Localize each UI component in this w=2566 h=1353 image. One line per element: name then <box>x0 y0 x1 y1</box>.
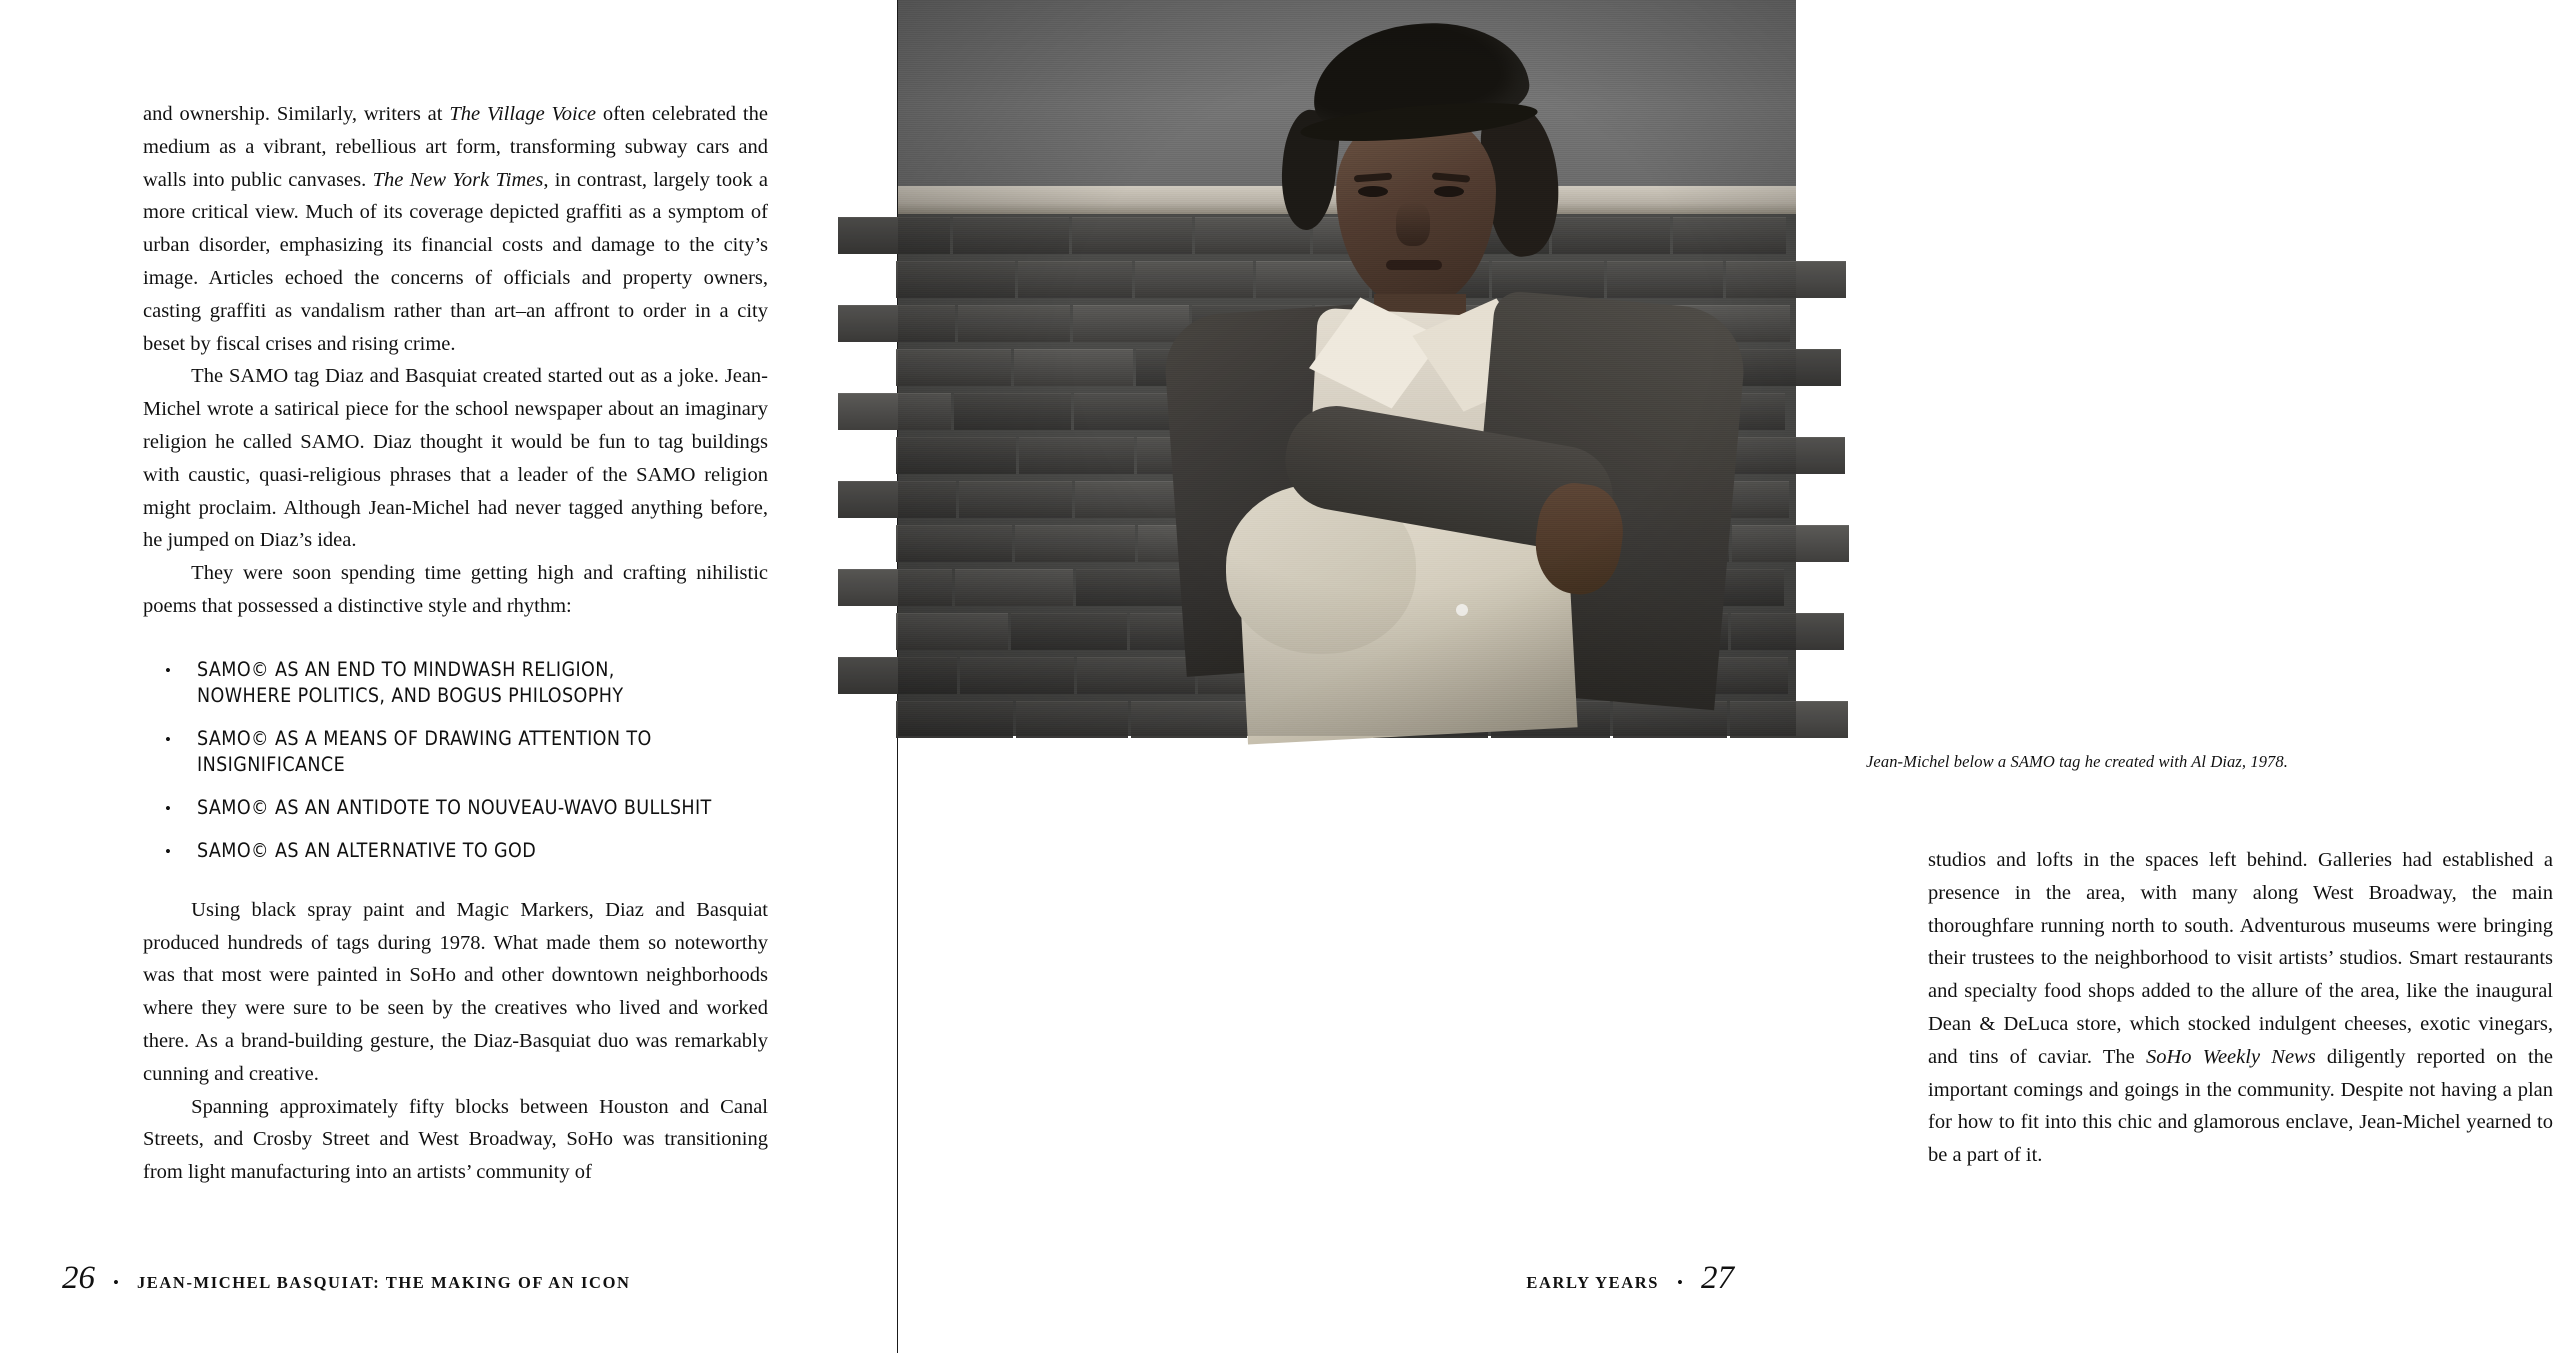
samo-list-item <box>143 726 768 778</box>
left-page <box>0 0 898 1353</box>
samo-line-2: NOWHERE POLITICS, AND BOGUS PHILOSOPHY <box>197 683 624 707</box>
brick <box>838 305 955 342</box>
brick <box>1016 701 1128 738</box>
running-head-left: JEAN-MICHEL BASQUIAT: THE MAKING OF AN ICON <box>136 1273 631 1292</box>
paragraph-p5 <box>143 1091 768 1189</box>
bullet-icon: • <box>165 841 172 861</box>
right-text-column <box>1928 844 2553 1172</box>
samo-quote-list <box>143 657 768 864</box>
text-run: diligently reported on the important comings and goings in the community. Despite not having a plan for how to fit into this chic and glamorous enclave, Jean-Michel yearned to be a part of it. <box>1928 1045 2554 1167</box>
text-run: often celebrated the medium as a vibrant, rebellious art form, transforming subway cars and walls into public canvases. <box>143 103 768 191</box>
samo-line-1: SAMO© AS A MEANS OF DRAWING ATTENTION TO INSIGNIFICANCE <box>197 726 652 776</box>
photo-light-spot <box>1456 604 1468 616</box>
footer-separator-left: • <box>113 1273 119 1292</box>
brick <box>896 437 1016 474</box>
photograph-basquiat <box>898 0 1796 736</box>
brick <box>896 613 1008 650</box>
brick <box>959 481 1072 518</box>
italic-title: The New York Times <box>372 168 544 191</box>
brick <box>953 217 1069 254</box>
text-run: Using black spray paint and Magic Markers, Diaz and Basquiat produced hundreds of tags during 1978. What made them so noteworthy was that most were painted in SoHo and other downtown neighborhoods where they were sure to be seen by the creatives who lived and worked there. As a brand-building gesture, the Diaz-Basquiat duo was remarkably cunning and creative. <box>143 898 768 1085</box>
brick <box>1015 525 1135 562</box>
samo-list-item <box>143 838 768 864</box>
samo-list-item <box>143 795 768 821</box>
paragraph-p3 <box>143 557 768 623</box>
brick <box>896 261 1015 298</box>
page-number-left: 26 <box>62 1260 95 1296</box>
text-run: , in contrast, largely took a more critical view. Much of its coverage depicted graffiti as a symptom of urban disorder, emphasizing its financial costs and damage to the city’s image. Articles echoed the concerns of officials and property owners, casting graffiti as vandalism rather than art–an affront to order in a city beset by fiscal crises and rising crime. <box>143 168 768 355</box>
bullet-icon: • <box>165 798 172 818</box>
text-run: The SAMO tag Diaz and Basquiat created started out as a joke. Jean-Michel wrote a satirical piece for the school newspaper about an imaginary religion he called SAMO. Diaz thought it would be fun to tag buildings with caustic, quasi-religious phrases that a leader of the SAMO religion might proclaim. Although Jean-Michel had never tagged anything before, he jumped on Diaz’s idea. <box>143 365 768 552</box>
text-run: and ownership. Similarly, writers at <box>143 103 450 125</box>
left-page-footer <box>62 1260 631 1297</box>
brick <box>960 657 1074 694</box>
paragraph-p1 <box>143 98 768 360</box>
left-text-column <box>143 98 768 1189</box>
brick <box>954 393 1071 430</box>
bullet-icon: • <box>165 660 172 680</box>
brick <box>838 217 950 254</box>
italic-title: SoHo Weekly News <box>2145 1045 2316 1068</box>
brick <box>955 569 1073 606</box>
samo-list-item <box>143 657 768 709</box>
eye-left <box>1358 186 1388 197</box>
nose <box>1396 202 1430 246</box>
paragraph-p2 <box>143 360 768 557</box>
text-run: They were soon spending time getting high and crafting nihilistic poems that possessed a distinctive style and rhythm: <box>143 562 768 617</box>
brick <box>1019 437 1134 474</box>
brick <box>838 481 956 518</box>
right-page-footer <box>1526 1260 1734 1297</box>
brick <box>896 349 1011 386</box>
photo-figure-basquiat <box>1134 14 1794 736</box>
italic-title: The Village Voice <box>449 103 596 125</box>
brick <box>838 569 952 606</box>
brick <box>1018 261 1132 298</box>
running-head-right: EARLY YEARS <box>1526 1273 1660 1292</box>
paragraph-r1 <box>1928 844 2553 1172</box>
eye-right <box>1434 186 1464 197</box>
text-run: studios and lofts in the spaces left behind. Galleries had established a presence in the area, with many along West Broadway, the main thoroughfare running north to south. Adventurous museums were bringing their trustees to the neighborhood to visit artists’ studios. Smart restaurants and specialty food shops added to the allure of the area, like the inaugural Dean & DeLuca store, which stocked indulgent cheeses, exotic vinegars, and tins of caviar. The <box>1928 849 2553 1068</box>
right-paragraphs <box>1928 844 2553 1172</box>
brick <box>896 525 1012 562</box>
left-paragraphs-after <box>143 894 768 1189</box>
footer-separator-right: • <box>1677 1273 1683 1292</box>
text-run: Spanning approximately fifty blocks between Houston and Canal Streets, and Crosby Street and West Broadway, SoHo was transitioning from light manufacturing into an artists’ community of <box>143 1095 768 1184</box>
samo-line-1: SAMO© AS AN END TO MINDWASH RELIGION, <box>197 657 615 681</box>
samo-line-1: SAMO© AS AN ALTERNATIVE TO GOD <box>197 838 537 862</box>
photo-caption: Jean-Michel below a SAMO tag he created with Al Diaz, 1978. <box>1866 752 2288 771</box>
paragraph-p4 <box>143 894 768 1091</box>
page-number-right: 27 <box>1701 1260 1734 1296</box>
right-page <box>898 0 2554 1353</box>
mouth <box>1386 260 1442 270</box>
brick <box>1011 613 1127 650</box>
brick <box>838 657 957 694</box>
left-paragraphs <box>143 98 768 623</box>
brick <box>958 305 1070 342</box>
photo-canvas <box>898 0 1796 736</box>
brick <box>1014 349 1133 386</box>
bullet-icon: • <box>165 729 172 749</box>
brick <box>838 393 951 430</box>
brick <box>896 701 1013 738</box>
samo-line-1: SAMO© AS AN ANTIDOTE TO NOUVEAU-WAVO BULLSHIT <box>197 795 712 819</box>
